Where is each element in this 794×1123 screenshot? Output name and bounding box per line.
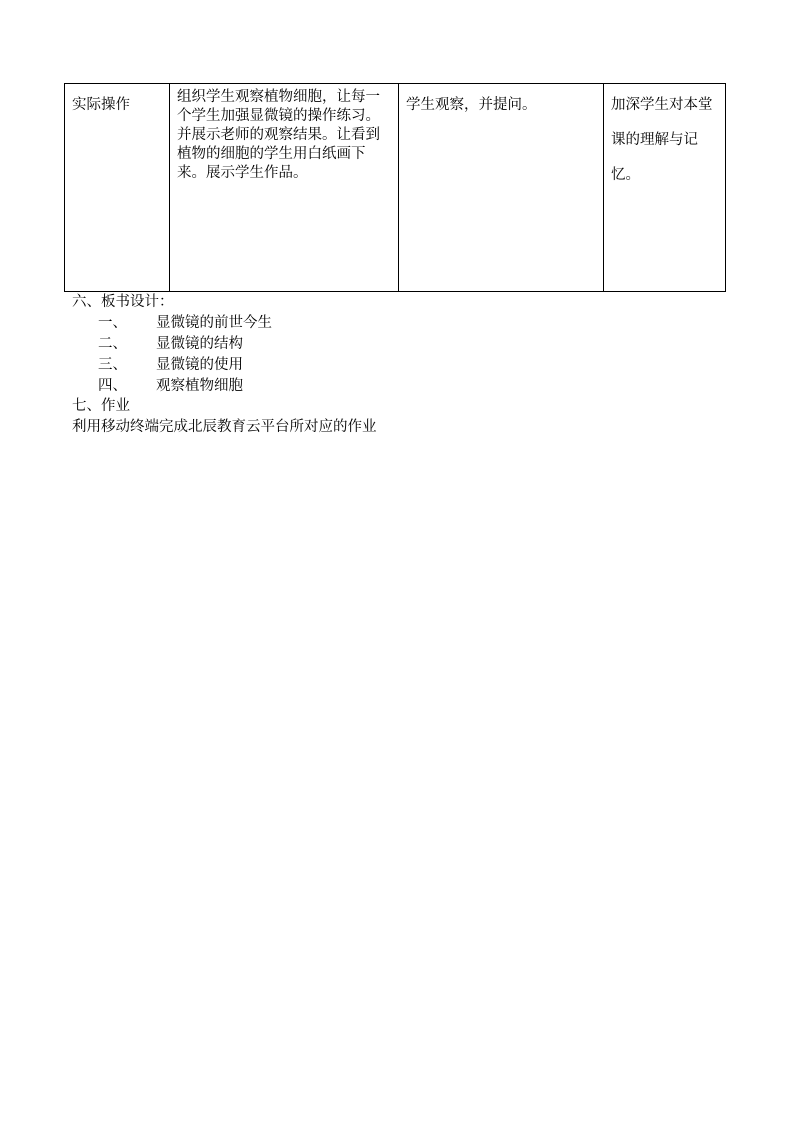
list-item-text: 显微镜的前世今生 <box>156 315 272 331</box>
list-item-text: 显微镜的使用 <box>156 357 243 373</box>
table-row <box>65 84 726 292</box>
list-item-text: 观察植物细胞 <box>156 378 243 394</box>
homework-heading: 七、作业 <box>72 398 130 414</box>
design-intent-text: 加深学生对本堂课的理解与记忆。 <box>611 97 713 183</box>
phase-cell <box>65 84 170 292</box>
list-item-number: 一、 <box>98 315 127 331</box>
list-item-number: 二、 <box>98 336 127 352</box>
board-design-list <box>98 313 272 397</box>
list-item-number: 三、 <box>98 357 127 373</box>
list-item <box>98 376 272 397</box>
list-item-text: 显微镜的结构 <box>156 336 243 352</box>
list-item <box>98 355 272 376</box>
teacher-activity-cell <box>170 84 399 292</box>
design-intent-cell <box>604 84 726 292</box>
teacher-activity-text: 组织学生观察植物细胞，让每一个学生加强显微镜的操作练习。并展示老师的观察结果。让看到植物的细胞的学生用白纸画下来。展示学生作品。 <box>177 89 380 181</box>
lesson-table <box>64 83 726 292</box>
student-activity-cell <box>399 84 604 292</box>
phase-text: 实际操作 <box>72 97 130 113</box>
list-item-number: 四、 <box>98 378 127 394</box>
list-item <box>98 313 272 334</box>
board-design-heading: 六、板书设计： <box>72 294 174 310</box>
list-item <box>98 334 272 355</box>
homework-text: 利用移动终端完成北辰教育云平台所对应的作业 <box>72 419 377 435</box>
student-activity-text: 学生观察，并提问。 <box>406 97 537 113</box>
